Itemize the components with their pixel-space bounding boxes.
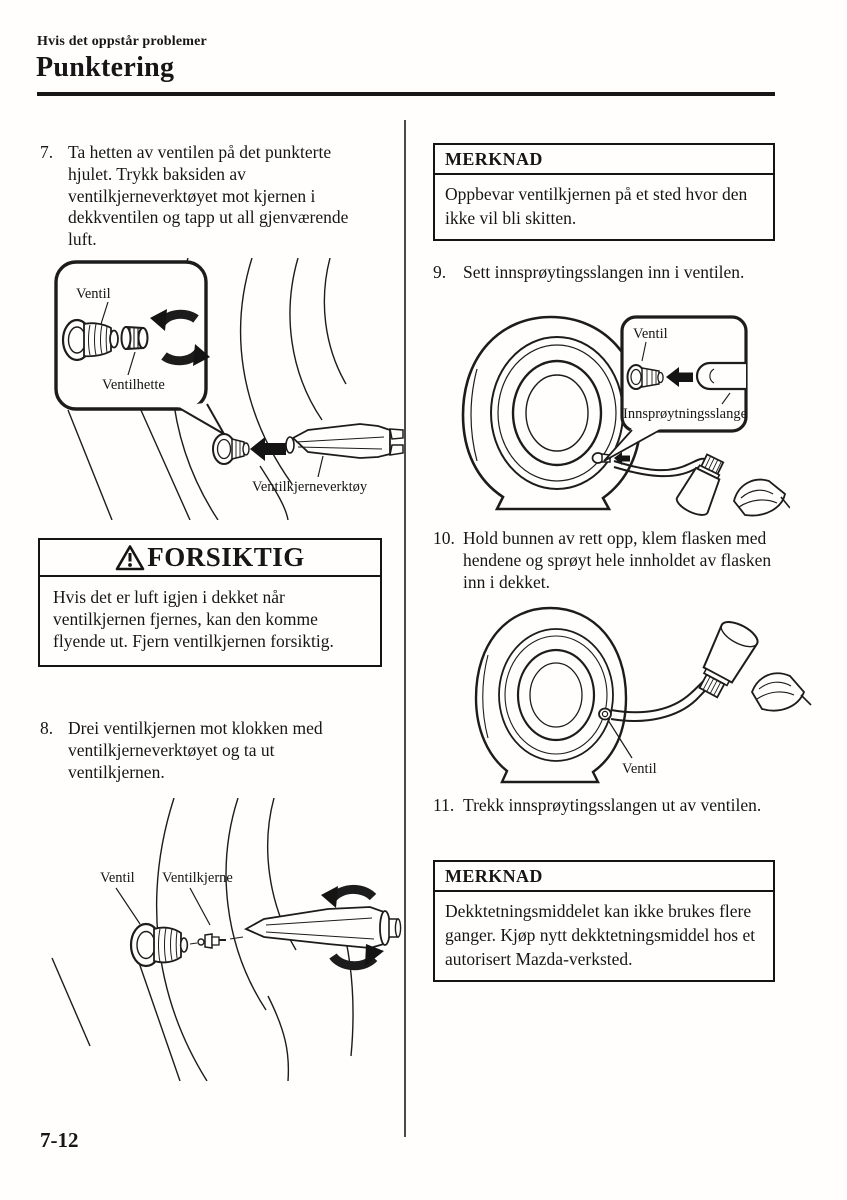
step-7-number: 7. <box>40 142 54 162</box>
step-11 <box>433 795 775 817</box>
caution-text: Hvis det er luft igjen i dekket når ventilkjernen fjernes, kan den komme flyende ut. Fjern ventilkjernen forsiktig. <box>53 587 334 651</box>
valve-core-tool-drawing <box>246 907 401 948</box>
hose-end-drawing <box>697 363 746 389</box>
step-11-text: Trekk innsprøytingsslangen ut av ventilen. <box>463 795 762 815</box>
step-11-number: 11. <box>433 795 455 815</box>
note-2-text: Dekktetningsmiddelet kan ikke brukes flere ganger. Kjøp nytt dekktetningsmiddel hos et autorisert Mazda-verksted. <box>445 901 756 969</box>
valve-drawing <box>131 924 187 966</box>
fig1-label-ventil: Ventil <box>76 286 111 302</box>
title-rule <box>37 92 775 96</box>
step-9-number: 9. <box>433 262 447 282</box>
figure-valve-core-removal <box>40 798 404 1081</box>
note-1-title: MERKNAD <box>435 145 773 175</box>
hand-drawing <box>734 480 790 516</box>
fig1-label-ventilhette: Ventilhette <box>102 377 165 393</box>
figure-inject-sealant <box>440 600 820 795</box>
warning-triangle-icon <box>115 544 145 572</box>
step-8-number: 8. <box>40 718 54 738</box>
note-1-text: Oppbevar ventilkjernen på et sted hvor den ikke vil bli skitten. <box>445 184 748 228</box>
step-10-text: Hold bunnen av rett opp, klem flasken med hendene og sprøyt hele innholdet av flasken inn i dekket. <box>463 528 772 592</box>
page-number: 7-12 <box>40 1128 79 1152</box>
page-title: Punktering <box>36 52 175 83</box>
tire-drawing <box>476 608 626 782</box>
tire-drawing <box>463 317 641 509</box>
step-8 <box>40 718 376 783</box>
step-8-text: Drei ventilkjernen mot klokken med ventilkjerneverktøyet og ta ut ventilkjernen. <box>68 718 323 782</box>
note-box-2 <box>433 860 775 982</box>
step-7-text: Ta hetten av ventilen på det punkterte hjulet. Trykk baksiden av ventilkjerneverktøyet mot kjernen i dekkventilen og tapp ut all gjenværende luft. <box>68 142 349 250</box>
figure-insert-injection-hose <box>433 311 790 523</box>
valve-cap-drawing <box>122 327 148 349</box>
section-eyebrow: Hvis det oppstår problemer <box>37 34 207 49</box>
caution-title: FORSIKTIG <box>147 542 305 572</box>
step-10 <box>433 528 775 593</box>
tire-valve-drawing <box>599 709 611 720</box>
fig2-label-ventilkjerne: Ventilkjerne <box>162 870 233 886</box>
column-divider <box>404 120 406 1137</box>
fig2-label-ventil: Ventil <box>100 870 135 886</box>
valve-core-tool-drawing <box>286 424 403 458</box>
step-9 <box>433 262 775 284</box>
hand-drawing <box>752 673 811 710</box>
note-box-1 <box>433 143 775 241</box>
tire-valve-drawing <box>213 434 249 464</box>
fig4-label-ventil: Ventil <box>622 761 657 777</box>
valve-core-drawing <box>198 934 226 948</box>
direction-arrow-icon <box>250 437 286 461</box>
fig1-label-verktoy: Ventilkjerneverktøy <box>252 479 368 495</box>
caution-header <box>40 540 380 577</box>
note-2-title: MERKNAD <box>435 862 773 892</box>
step-9-text: Sett innsprøytingsslangen inn i ventilen. <box>463 262 745 282</box>
caution-box <box>38 538 382 667</box>
step-7 <box>40 142 376 251</box>
sealant-bottle-drawing <box>691 617 762 702</box>
fig3-label-slange: Innsprøytningsslange <box>623 406 748 422</box>
step-10-number: 10. <box>433 528 455 548</box>
figure-valve-cap-removal <box>38 258 404 520</box>
fig3-label-ventil: Ventil <box>633 326 668 342</box>
sealant-bottle-drawing <box>674 451 730 519</box>
